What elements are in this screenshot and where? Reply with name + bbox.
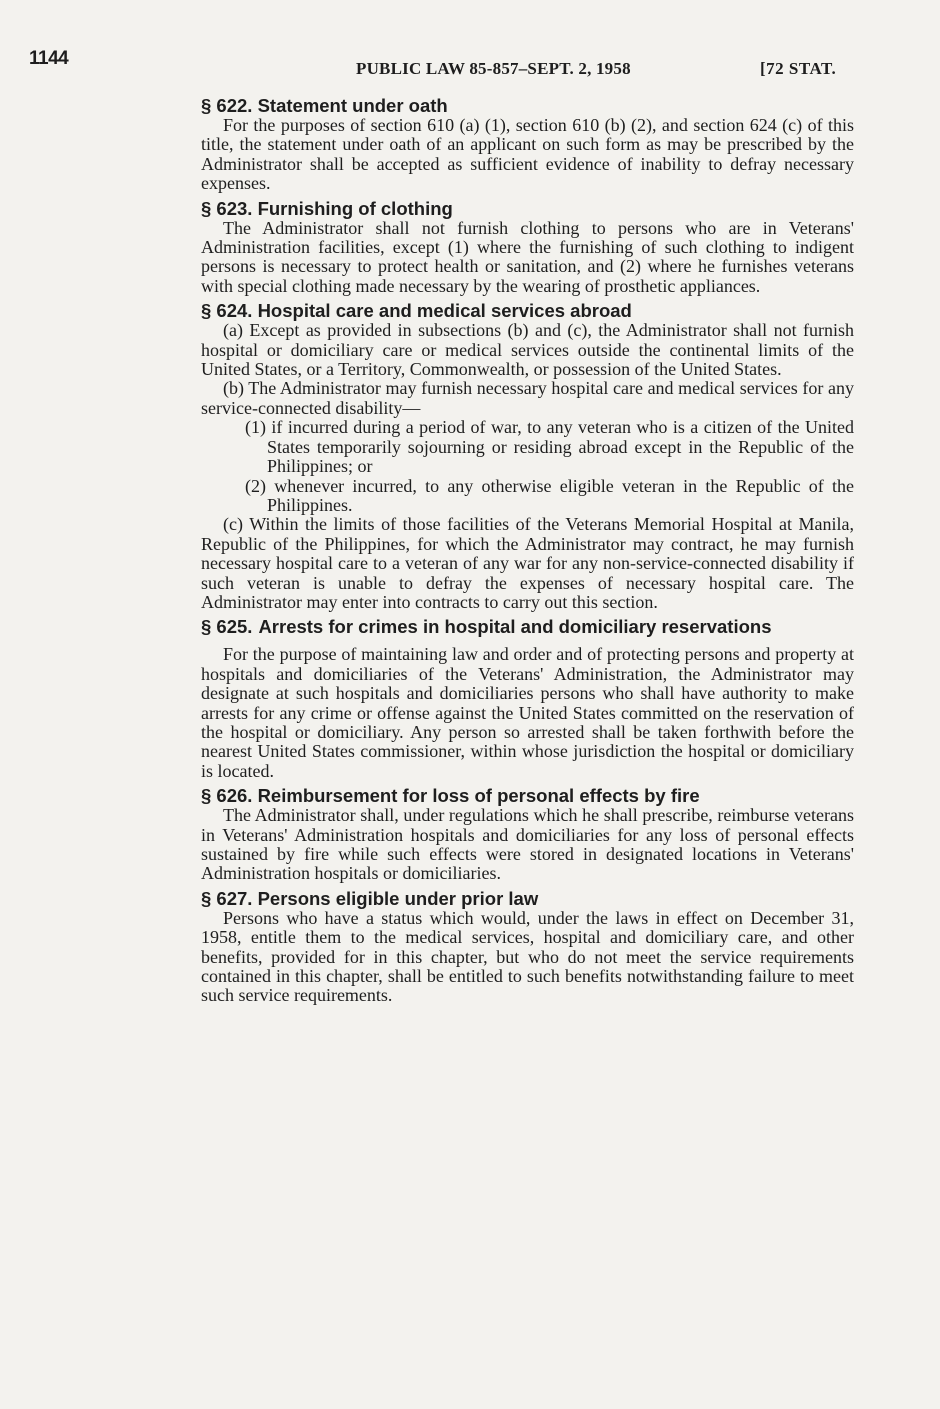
section-paragraph: (b) The Administrator may furnish necessary hospital care and medical services for any service-connected disability— [201, 378, 854, 418]
section-heading: § 627. Persons eligible under prior law [201, 887, 539, 909]
document-body [201, 95, 854, 1006]
section-623 [201, 198, 854, 297]
running-head: PUBLIC LAW 85-857–SEPT. 2, 1958 [356, 59, 631, 78]
section-heading: § 624. Hospital care and medical services abroad [201, 300, 632, 322]
subparagraph: (1) if incurred during a period of war, to any veteran who is a citizen of the United States temporarily sojourning or residing abroad except in the Republic of the Philippines; or [245, 417, 854, 477]
subparagraph: (2) whenever incurred, to any otherwise eligible veteran in the Republic of the Philippines. [245, 475, 854, 515]
section-paragraph: (c) Within the limits of those facilities of the Veterans Memorial Hospital at Manila, Republic of the Philippines, for which the Administrator may contract, he may furnish necessary hospital care to a veteran of any war for any non-service-connected disability if such veteran is unable to defray the expenses of necessary hospital care. The Administrator may enter into contracts to carry out this section. [201, 514, 854, 612]
section-heading [201, 616, 854, 637]
section-paragraph: (a) Except as provided in subsections (b) and (c), the Administrator shall not furnish hospital or domiciliary care or medical services outside the continental limits of the United States, or a Territory, Commonwealth, or possession of the United States. [201, 320, 854, 380]
section-625 [201, 616, 854, 781]
section-624 [201, 300, 854, 612]
section-627 [201, 888, 854, 1006]
section-paragraph: For the purpose of maintaining law and order and of protecting persons and property at hospitals and domiciliaries of the Veterans' Administration, the Administrator may designate at such hospitals and domiciliaries persons who shall have authority to make arrests for any crime or offense against the United States committed on the reservation of the hospital or domiciliary. Any person so arrested shall be taken forthwith before the nearest United States commissioner, within whose jurisdiction the hospital or domiciliary is located. [201, 644, 854, 781]
section-heading: § 622. Statement under oath [201, 95, 448, 116]
section-622 [201, 95, 854, 194]
section-number: § 625. [201, 616, 253, 638]
section-paragraph: Persons who have a status which would, under the laws in effect on December 31, 1958, entitle them to the medical services, hospital and domiciliary care, and other benefits, provided for in this chapter, but who do not meet the service requirements contained in this chapter, shall be entitled to such benefits notwithstanding failure to meet such service requirements. [201, 907, 854, 1006]
section-title: Arrests for crimes in hospital and domiciliary reservations [258, 616, 772, 638]
section-paragraph: The Administrator shall, under regulations which he shall prescribe, reimburse veterans in Veterans' Administration hospitals and domiciliaries for any loss of personal effects sustained by fire while such effects were stored in designated locations in Veterans' Administration hospitals or domiciliaries. [201, 805, 854, 884]
page-number: 1144 [29, 48, 69, 69]
section-paragraph: For the purposes of section 610 (a) (1), section 610 (b) (2), and section 624 (c) of this title, the statement under oath of an applicant on such form as may be prescribed by the Administrator shall be accepted as sufficient evidence of inability to defray necessary expenses. [201, 115, 854, 194]
section-626 [201, 785, 854, 884]
section-paragraph: The Administrator shall not furnish clothing to persons who are in Veterans' Administration facilities, except (1) where the furnishing of such clothing to indigent persons is necessary to protect health or sanitation, and (2) where he furnishes veterans with special clothing made necessary by the wearing of prosthetic appliances. [201, 217, 854, 296]
statute-reference: [72 STAT. [760, 59, 837, 78]
section-heading: § 626. Reimbursement for loss of personal effects by fire [201, 785, 700, 807]
section-heading: § 623. Furnishing of clothing [201, 197, 453, 219]
